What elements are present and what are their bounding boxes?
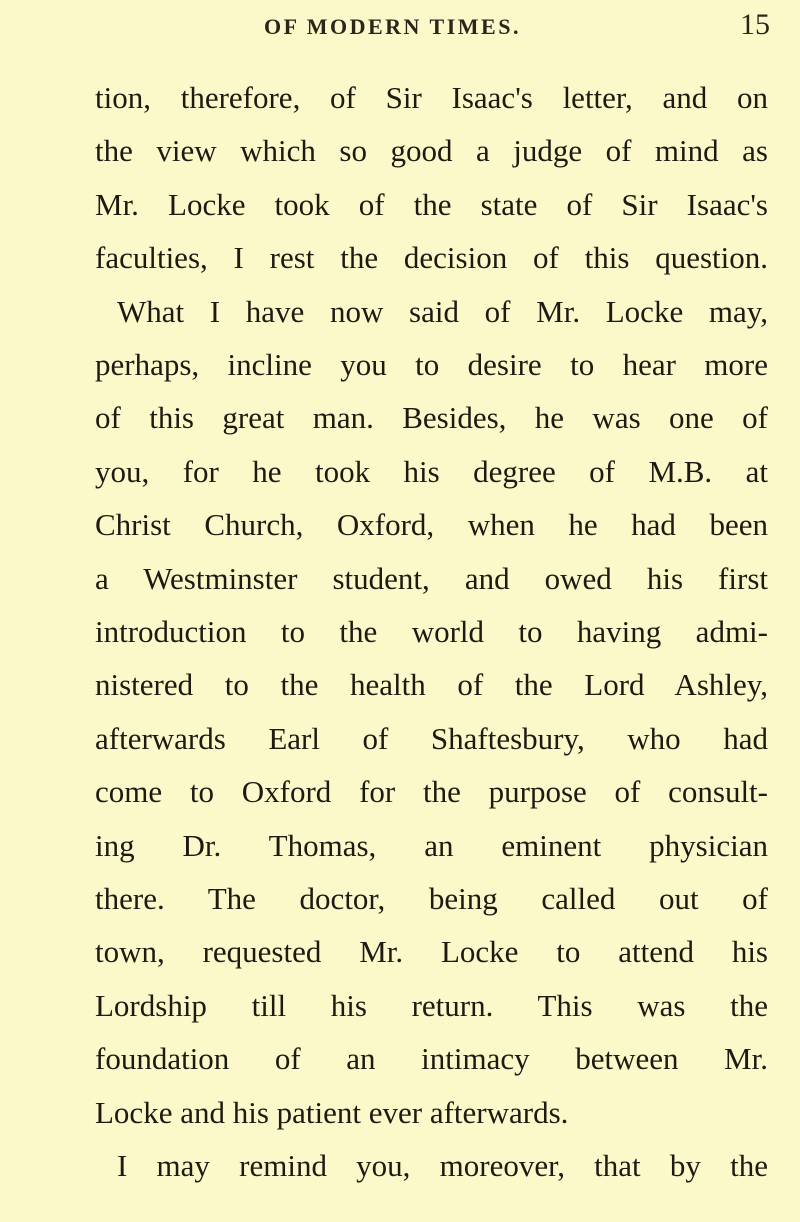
text-line: foundation of an intimacy between Mr.	[95, 1041, 768, 1077]
text-line: Mr. Locke took of the state of Sir Isaac's	[95, 186, 768, 222]
text-line: Lordship till his return. This was the	[95, 987, 768, 1023]
text-line: nistered to the health of the Lord Ashley,	[95, 667, 768, 703]
text-line: What I have now said of Mr. Locke may,	[117, 293, 768, 329]
text-line: perhaps, incline you to desire to hear more	[95, 347, 768, 382]
running-header: OF MODERN TIMES.	[264, 14, 521, 39]
text-line: the view which so good a judge of mind as	[95, 133, 768, 169]
text-line: you, for he took his degree of M.B. at	[95, 453, 768, 489]
text-line: a Westminster student, and owed his first	[95, 560, 768, 596]
text-line: of this great man. Besides, he was one of	[95, 400, 768, 436]
text-line: there. The doctor, being called out of	[95, 881, 768, 916]
page-number: 15	[740, 8, 770, 41]
text-line: introduction to the world to having admi-	[95, 614, 768, 649]
text-line: Christ Church, Oxford, when he had been	[95, 507, 768, 543]
text-line: I may remind you, moreover, that by the	[117, 1148, 768, 1183]
text-line: faculties, I rest the decision of this question.	[95, 240, 768, 276]
text-line: Locke and his patient ever afterwards.	[95, 1094, 569, 1130]
text-line: town, requested Mr. Locke to attend his	[95, 934, 768, 970]
text-line: tion, therefore, of Sir Isaac's letter, and on	[95, 80, 768, 115]
text-line: come to Oxford for the purpose of consult-	[95, 774, 768, 810]
text-line: ing Dr. Thomas, an eminent physician	[95, 827, 768, 863]
text-line: afterwards Earl of Shaftesbury, who had	[95, 720, 768, 756]
